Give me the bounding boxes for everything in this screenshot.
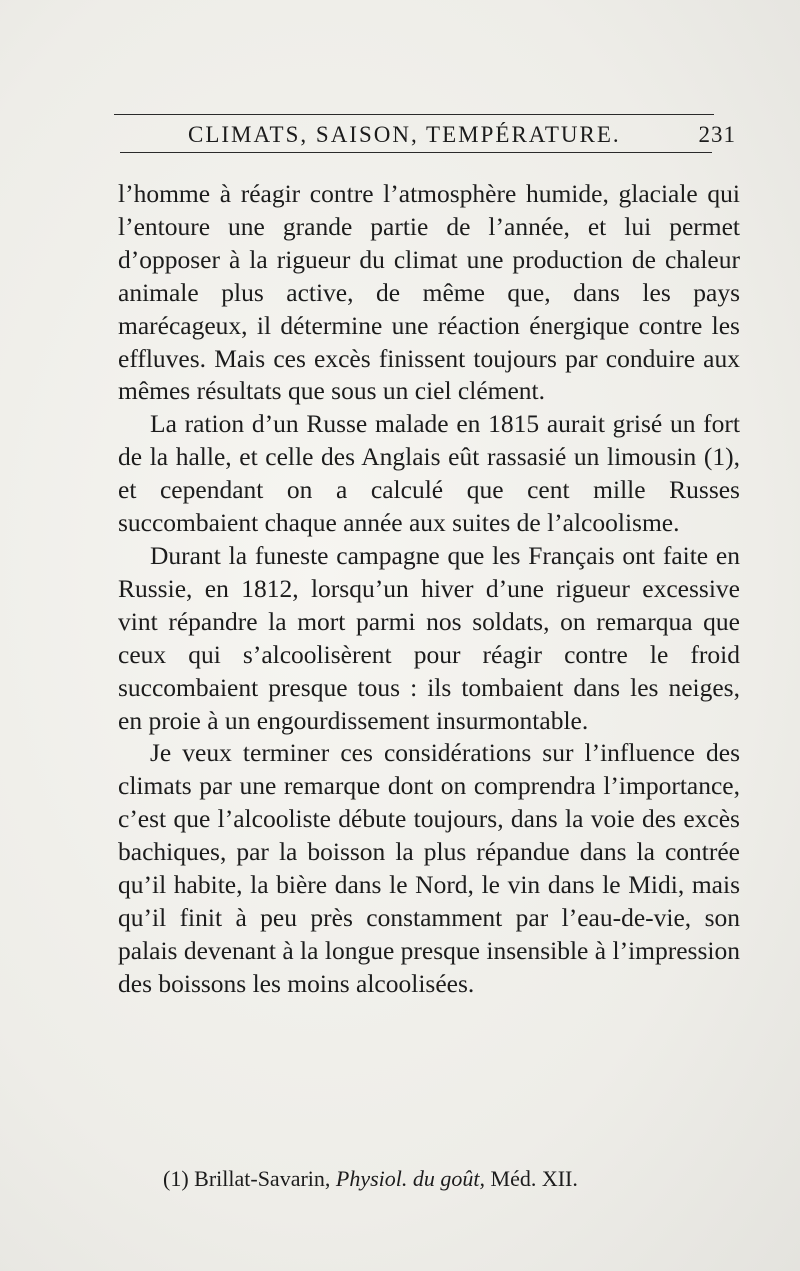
paragraph-2: La ration d’un Russe malade en 1815 aurait grisé un fort de la halle, et celle des Anglais eût rassasié un limousin (1), et cependant on a calculé que cent mille Russes succombaient chaque année aux suites de l’alcoolisme. bbox=[118, 409, 740, 538]
page-header bbox=[118, 120, 736, 150]
header-rule-top bbox=[114, 114, 714, 115]
footnote bbox=[163, 1164, 723, 1194]
header-rule-bottom bbox=[120, 152, 712, 153]
footnote-author: Brillat-Savarin, bbox=[194, 1166, 331, 1191]
running-head: CLIMATS, SAISON, TEMPÉRATURE. bbox=[188, 122, 621, 147]
paragraph-1: l’homme à réagir contre l’atmosphère humide, glaciale qui l’entoure une grande partie de l’année, et lui permet d’opposer à la rigueur du climat une production de chaleur animale plus active, de même que, dans les pays marécageux, il détermine une réaction énergique contre les effluves. Mais ces excès finissent toujours par conduire aux mêmes résultats que sous un ciel clément. bbox=[118, 179, 740, 406]
paragraph-4: Je veux terminer ces considérations sur l’influence des climats par une remarque dont on comprendra l’importance, c’est que l’alcooliste débute toujours, dans la voie des excès bachiques, par la boisson la plus répandue dans la contrée qu’il habite, la bière dans le Nord, le vin dans le Midi, mais qu’il finit à peu près constamment par l’eau-de-vie, son palais devenant à la longue presque insensible à l’impression des boissons les moins alcoolisées. bbox=[118, 738, 740, 998]
footnote-reference: Méd. XII. bbox=[490, 1166, 578, 1191]
page-number: 231 bbox=[698, 122, 736, 147]
paragraph-3: Durant la funeste campagne que les Français ont faite en Russie, en 1812, lorsqu’un hiver d’une rigueur excessive vint répandre la mort parmi nos soldats, on remarqua que ceux qui s’alcoolisèrent pour réagir contre le froid succombaient presque tous : ils tombaient dans les neiges, en proie à un engourdissement insurmontable. bbox=[118, 540, 740, 735]
footnote-marker: (1) bbox=[163, 1166, 189, 1191]
body-text bbox=[118, 178, 740, 1001]
footnote-title: Physiol. du goût, bbox=[335, 1166, 486, 1191]
